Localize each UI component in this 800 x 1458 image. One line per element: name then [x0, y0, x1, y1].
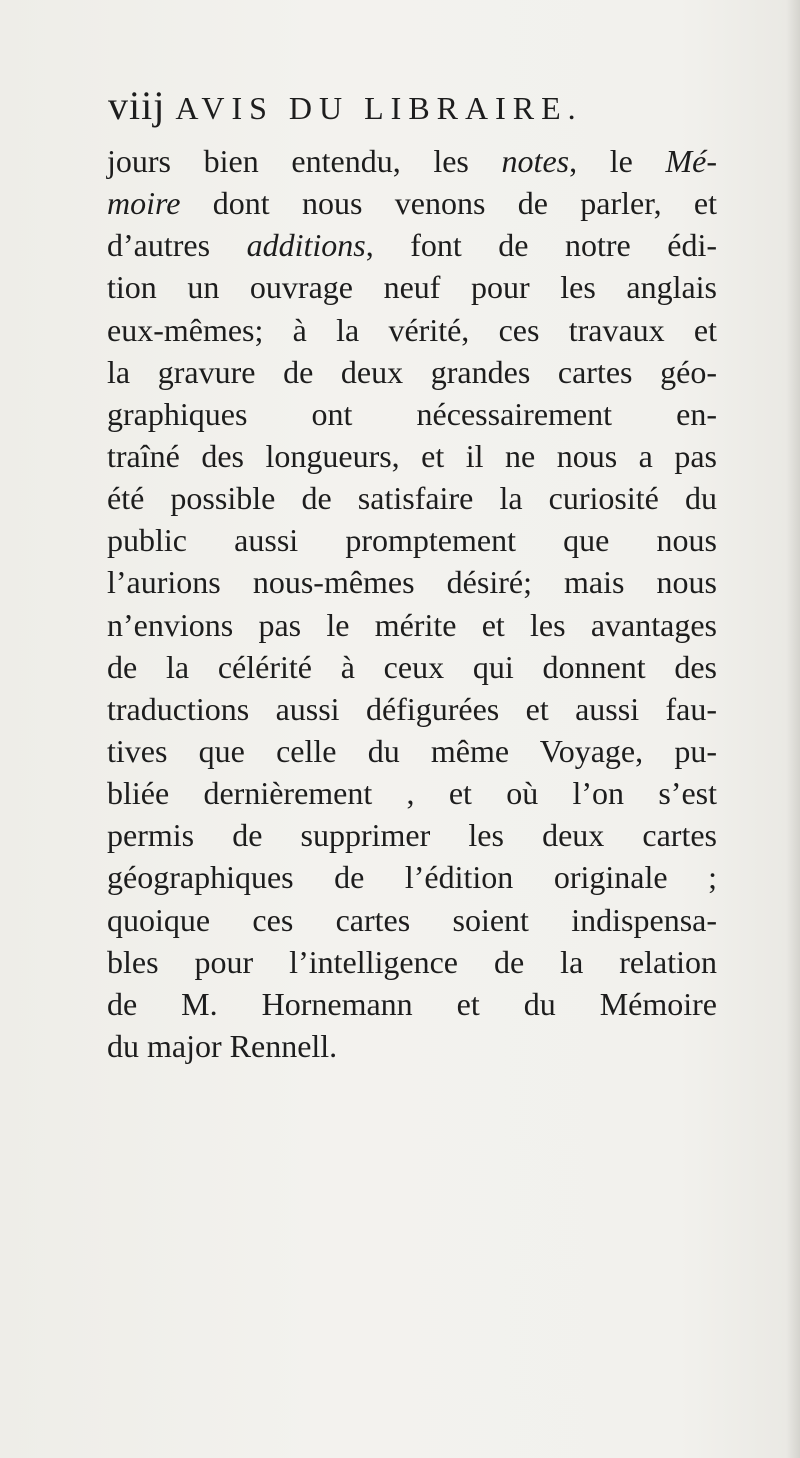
- text-segment: d’autres: [107, 227, 247, 264]
- text-segment: traductions aussi défigurées et aussi fau-: [107, 690, 717, 727]
- text-line: [107, 435, 717, 477]
- text-line: [107, 646, 717, 688]
- text-segment: de la célérité à ceux qui donnent des: [107, 648, 717, 685]
- body-text: [107, 140, 717, 1067]
- text-segment: géographiques de l’édition originale ;: [107, 859, 717, 896]
- text-line: [107, 351, 717, 393]
- text-line: [107, 519, 717, 561]
- text-line: [107, 604, 717, 646]
- text-line: [107, 182, 717, 224]
- page-edge-shadow: [786, 0, 800, 1458]
- text-segment: , font de notre édi-: [365, 227, 718, 264]
- text-line: [107, 393, 717, 435]
- text-line: [107, 688, 717, 730]
- text-segment: tion un ouvrage neuf pour les anglais: [107, 269, 717, 306]
- text-segment: permis de supprimer les deux cartes: [107, 817, 717, 854]
- text-line: [107, 899, 717, 941]
- text-segment: eux-mêmes; à la vérité, ces travaux et: [107, 311, 717, 348]
- text-segment: quoique ces cartes soient indispensa-: [107, 901, 717, 938]
- text-line: [107, 814, 717, 856]
- text-line: [107, 140, 717, 182]
- text-segment: bles pour l’intelligence de la relation: [107, 943, 717, 980]
- running-title: AVIS DU LIBRAIRE.: [175, 90, 583, 126]
- text-line: [107, 561, 717, 603]
- text-segment: dont nous venons de parler, et: [180, 185, 717, 222]
- text-segment: , le: [569, 143, 666, 179]
- italic-text: additions: [246, 227, 366, 264]
- text-segment: traîné des longueurs, et il ne nous a pas: [107, 437, 717, 474]
- page-number: viij: [108, 83, 166, 128]
- text-segment: tives que celle du même Voyage, pu-: [107, 732, 717, 769]
- text-segment: graphiques ont nécessairement en-: [107, 395, 717, 432]
- text-line: [107, 941, 717, 983]
- text-line: [107, 477, 717, 519]
- text-line: [107, 309, 717, 351]
- page-header: [108, 82, 583, 132]
- text-segment: la gravure de deux grandes cartes géo-: [107, 353, 717, 390]
- text-segment: été possible de satisfaire la curiosité du: [107, 480, 717, 517]
- text-segment: n’envions pas le mérite et les avantages: [107, 606, 717, 643]
- text-line: [107, 1025, 717, 1067]
- text-line: [107, 730, 717, 772]
- italic-text: Mé-: [665, 143, 718, 179]
- text-segment: bliée dernièrement , et où l’on s’est: [107, 775, 717, 812]
- text-line: [107, 224, 717, 266]
- text-segment: public aussi promptement que nous: [107, 522, 717, 559]
- text-segment: de M. Hornemann et du Mémoire: [107, 985, 717, 1022]
- text-segment: du major Rennell.: [107, 1027, 338, 1064]
- italic-text: moire: [107, 185, 181, 222]
- text-line: [107, 266, 717, 308]
- text-line: [107, 856, 717, 898]
- text-line: [107, 983, 717, 1025]
- text-segment: l’aurions nous-mêmes désiré; mais nous: [107, 564, 717, 601]
- text-line: [107, 772, 717, 814]
- italic-text: notes: [501, 143, 570, 179]
- text-segment: jours bien entendu, les: [107, 143, 502, 179]
